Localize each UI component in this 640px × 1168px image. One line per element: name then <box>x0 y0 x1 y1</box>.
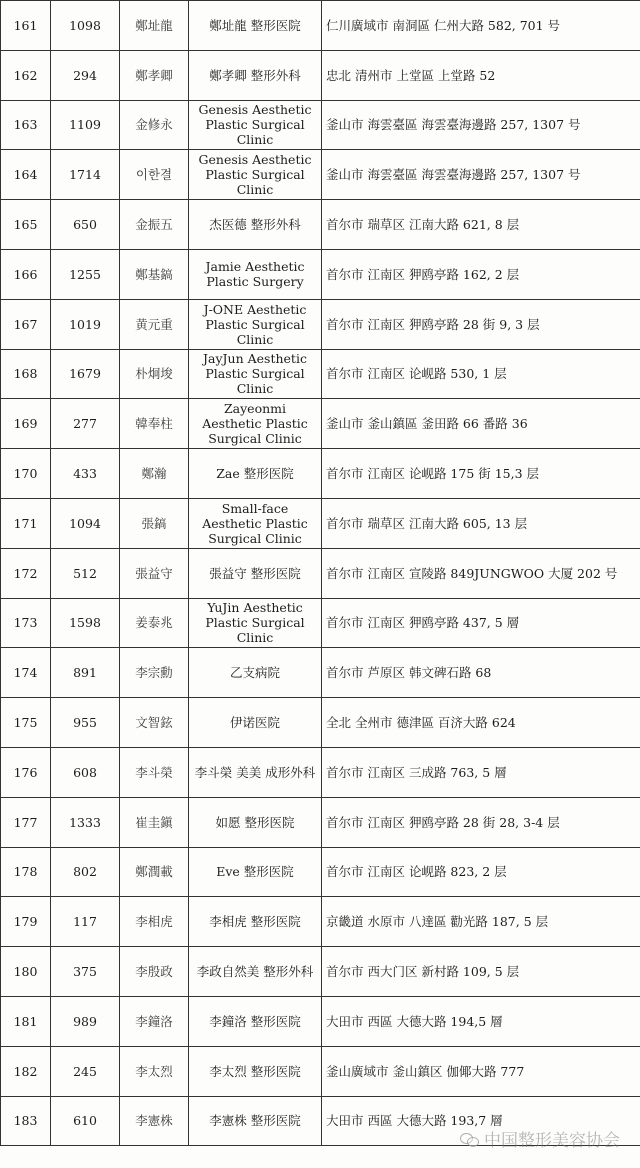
address-cell: 釜山廣域市 釜山鎮区 伽倻大路 777 <box>322 1046 640 1096</box>
clinic-name-cell: 李憲株 整形医院 <box>189 1096 322 1146</box>
address-cell: 全北 全州市 德津區 百济大路 624 <box>322 698 640 748</box>
member-id-cell: 1255 <box>51 249 120 299</box>
table-row <box>1 150 640 200</box>
clinic-name-cell: 杰医德 整形外科 <box>189 200 322 250</box>
row-number-cell: 181 <box>1 996 51 1046</box>
member-id-cell: 891 <box>51 648 120 698</box>
member-id-cell: 1679 <box>51 349 120 399</box>
row-number-cell: 178 <box>1 847 51 897</box>
row-number-cell: 166 <box>1 249 51 299</box>
clinic-name-cell: 李相虎 整形医院 <box>189 897 322 947</box>
address-cell: 首尔市 江南区 三成路 763, 5 層 <box>322 747 640 797</box>
watermark-text: 中国整形美容协会 <box>484 1131 620 1151</box>
address-cell: 釜山市 釜山鎮區 釜田路 66 番路 36 <box>322 399 640 449</box>
member-id-cell: 955 <box>51 698 120 748</box>
doctor-name-cell: 鄭潤載 <box>120 847 189 897</box>
clinic-name-cell: J-ONE Aesthetic Plastic Surgical Clinic <box>189 299 322 349</box>
address-cell: 首尔市 芦原区 韩文碑石路 68 <box>322 648 640 698</box>
table-row <box>1 897 640 947</box>
row-number-cell: 162 <box>1 50 51 100</box>
doctor-name-cell: 張益守 <box>120 548 189 598</box>
member-id-cell: 294 <box>51 50 120 100</box>
row-number-cell: 168 <box>1 349 51 399</box>
address-cell: 首尔市 江南区 论岘路 175 街 15,3 层 <box>322 449 640 499</box>
clinic-name-cell: Zae 整形医院 <box>189 449 322 499</box>
doctor-name-cell: 鄭基鎬 <box>120 249 189 299</box>
doctor-name-cell: 張鎬 <box>120 498 189 548</box>
table-row <box>1 747 640 797</box>
clinic-name-cell: 乙支病院 <box>189 648 322 698</box>
row-number-cell: 161 <box>1 1 51 51</box>
address-cell: 首尔市 江南区 论岘路 530, 1 层 <box>322 349 640 399</box>
row-number-cell: 175 <box>1 698 51 748</box>
doctor-name-cell: 李相虎 <box>120 897 189 947</box>
row-number-cell: 170 <box>1 449 51 499</box>
member-id-cell: 650 <box>51 200 120 250</box>
address-cell: 首尔市 江南区 狎鸥亭路 437, 5 層 <box>322 598 640 648</box>
clinic-name-cell: Small-face Aesthetic Plastic Surgical Clinic <box>189 498 322 548</box>
address-cell: 首尔市 江南区 狎鸥亭路 28 街 9, 3 层 <box>322 299 640 349</box>
member-id-cell: 433 <box>51 449 120 499</box>
row-number-cell: 173 <box>1 598 51 648</box>
row-number-cell: 183 <box>1 1096 51 1146</box>
table-row <box>1 548 640 598</box>
table-row <box>1 249 640 299</box>
clinic-name-cell: 李政自然美 整形外科 <box>189 947 322 997</box>
doctor-name-cell: 이한결 <box>120 150 189 200</box>
row-number-cell: 167 <box>1 299 51 349</box>
address-cell: 京畿道 水原市 八達區 勸光路 187, 5 层 <box>322 897 640 947</box>
doctor-name-cell: 李憲株 <box>120 1096 189 1146</box>
doctor-name-cell: 李宗勳 <box>120 648 189 698</box>
doctor-name-cell: 鄭址龍 <box>120 1 189 51</box>
doctor-name-cell: 李殷政 <box>120 947 189 997</box>
row-number-cell: 179 <box>1 897 51 947</box>
row-number-cell: 169 <box>1 399 51 449</box>
row-number-cell: 180 <box>1 947 51 997</box>
doctor-name-cell: 李斗榮 <box>120 747 189 797</box>
table-row <box>1 1 640 51</box>
clinic-name-cell: Jamie Aesthetic Plastic Surgery <box>189 249 322 299</box>
member-id-cell: 802 <box>51 847 120 897</box>
row-number-cell: 163 <box>1 100 51 150</box>
table-row <box>1 498 640 548</box>
doctor-name-cell: 李鐘洛 <box>120 996 189 1046</box>
member-id-cell: 117 <box>51 897 120 947</box>
row-number-cell: 182 <box>1 1046 51 1096</box>
member-id-cell: 1019 <box>51 299 120 349</box>
clinic-name-cell: 鄭址龍 整形医院 <box>189 1 322 51</box>
member-id-cell: 1333 <box>51 797 120 847</box>
clinic-name-cell: 張益守 整形医院 <box>189 548 322 598</box>
table-row <box>1 200 640 250</box>
address-cell: 首尔市 瑞草区 江南大路 605, 13 层 <box>322 498 640 548</box>
clinic-name-cell: 李鐘洛 整形医院 <box>189 996 322 1046</box>
address-cell: 首尔市 江南区 狎鸥亭路 162, 2 层 <box>322 249 640 299</box>
doctor-name-cell: 李太烈 <box>120 1046 189 1096</box>
table-row <box>1 50 640 100</box>
address-cell: 釜山市 海雲臺區 海雲臺海邊路 257, 1307 号 <box>322 100 640 150</box>
address-cell: 忠北 清州市 上堂區 上堂路 52 <box>322 50 640 100</box>
row-number-cell: 164 <box>1 150 51 200</box>
address-cell: 大田市 西區 大德大路 194,5 層 <box>322 996 640 1046</box>
row-number-cell: 171 <box>1 498 51 548</box>
address-cell: 首尔市 江南区 宣陵路 849JUNGWOO 大厦 202 号 <box>322 548 640 598</box>
doctor-name-cell: 朴炯埈 <box>120 349 189 399</box>
doctor-name-cell: 文智鉉 <box>120 698 189 748</box>
roster-body <box>1 1 640 1146</box>
table-row <box>1 349 640 399</box>
clinic-name-cell: Genesis Aesthetic Plastic Surgical Clinic <box>189 100 322 150</box>
clinic-name-cell: 李斗榮 美美 成形外科 <box>189 747 322 797</box>
doctor-name-cell: 姜泰兆 <box>120 598 189 648</box>
doctor-name-cell: 金振五 <box>120 200 189 250</box>
clinic-name-cell: YuJin Aesthetic Plastic Surgical Clinic <box>189 598 322 648</box>
member-id-cell: 512 <box>51 548 120 598</box>
address-cell: 釜山市 海雲臺區 海雲臺海邊路 257, 1307 号 <box>322 150 640 200</box>
clinic-name-cell: Genesis Aesthetic Plastic Surgical Clinic <box>189 150 322 200</box>
row-number-cell: 172 <box>1 548 51 598</box>
clinic-name-cell: 鄭孝卿 整形外科 <box>189 50 322 100</box>
member-id-cell: 608 <box>51 747 120 797</box>
table-row <box>1 598 640 648</box>
doctor-name-cell: 金修永 <box>120 100 189 150</box>
member-id-cell: 277 <box>51 399 120 449</box>
table-row <box>1 1046 640 1096</box>
member-id-cell: 375 <box>51 947 120 997</box>
clinic-name-cell: 李太烈 整形医院 <box>189 1046 322 1096</box>
member-id-cell: 245 <box>51 1046 120 1096</box>
address-cell: 首尔市 瑞草区 江南大路 621, 8 层 <box>322 200 640 250</box>
row-number-cell: 165 <box>1 200 51 250</box>
table-row <box>1 100 640 150</box>
table-row <box>1 1096 640 1146</box>
clinic-name-cell: Zayeonmi Aesthetic Plastic Surgical Clinic <box>189 399 322 449</box>
doctor-name-cell: 韓奉柱 <box>120 399 189 449</box>
table-row <box>1 996 640 1046</box>
member-id-cell: 1598 <box>51 598 120 648</box>
row-number-cell: 176 <box>1 747 51 797</box>
table-row <box>1 698 640 748</box>
member-id-cell: 1094 <box>51 498 120 548</box>
table-row <box>1 299 640 349</box>
doctor-name-cell: 黄元重 <box>120 299 189 349</box>
member-id-cell: 1714 <box>51 150 120 200</box>
member-id-cell: 1109 <box>51 100 120 150</box>
address-cell: 首尔市 江南区 狎鸥亭路 28 街 28, 3-4 层 <box>322 797 640 847</box>
address-cell: 首尔市 西大门区 新村路 109, 5 层 <box>322 947 640 997</box>
table-row <box>1 847 640 897</box>
clinic-name-cell: JayJun Aesthetic Plastic Surgical Clinic <box>189 349 322 399</box>
doctor-name-cell: 鄭瀚 <box>120 449 189 499</box>
member-id-cell: 1098 <box>51 1 120 51</box>
doctor-name-cell: 崔圭鎭 <box>120 797 189 847</box>
table-row <box>1 947 640 997</box>
address-cell: 首尔市 江南区 论岘路 823, 2 层 <box>322 847 640 897</box>
address-cell: 仁川廣域市 南洞區 仁州大路 582, 701 号 <box>322 1 640 51</box>
table-row <box>1 399 640 449</box>
table-row <box>1 797 640 847</box>
table-row <box>1 648 640 698</box>
address-cell: 大田市 西區 大德大路 193,7 層 <box>322 1096 640 1146</box>
member-id-cell: 989 <box>51 996 120 1046</box>
doctor-name-cell: 鄭孝卿 <box>120 50 189 100</box>
clinic-name-cell: 伊诺医院 <box>189 698 322 748</box>
table-row <box>1 449 640 499</box>
clinic-name-cell: 如愿 整形医院 <box>189 797 322 847</box>
member-id-cell: 610 <box>51 1096 120 1146</box>
row-number-cell: 174 <box>1 648 51 698</box>
row-number-cell: 177 <box>1 797 51 847</box>
clinic-name-cell: Eve 整形医院 <box>189 847 322 897</box>
